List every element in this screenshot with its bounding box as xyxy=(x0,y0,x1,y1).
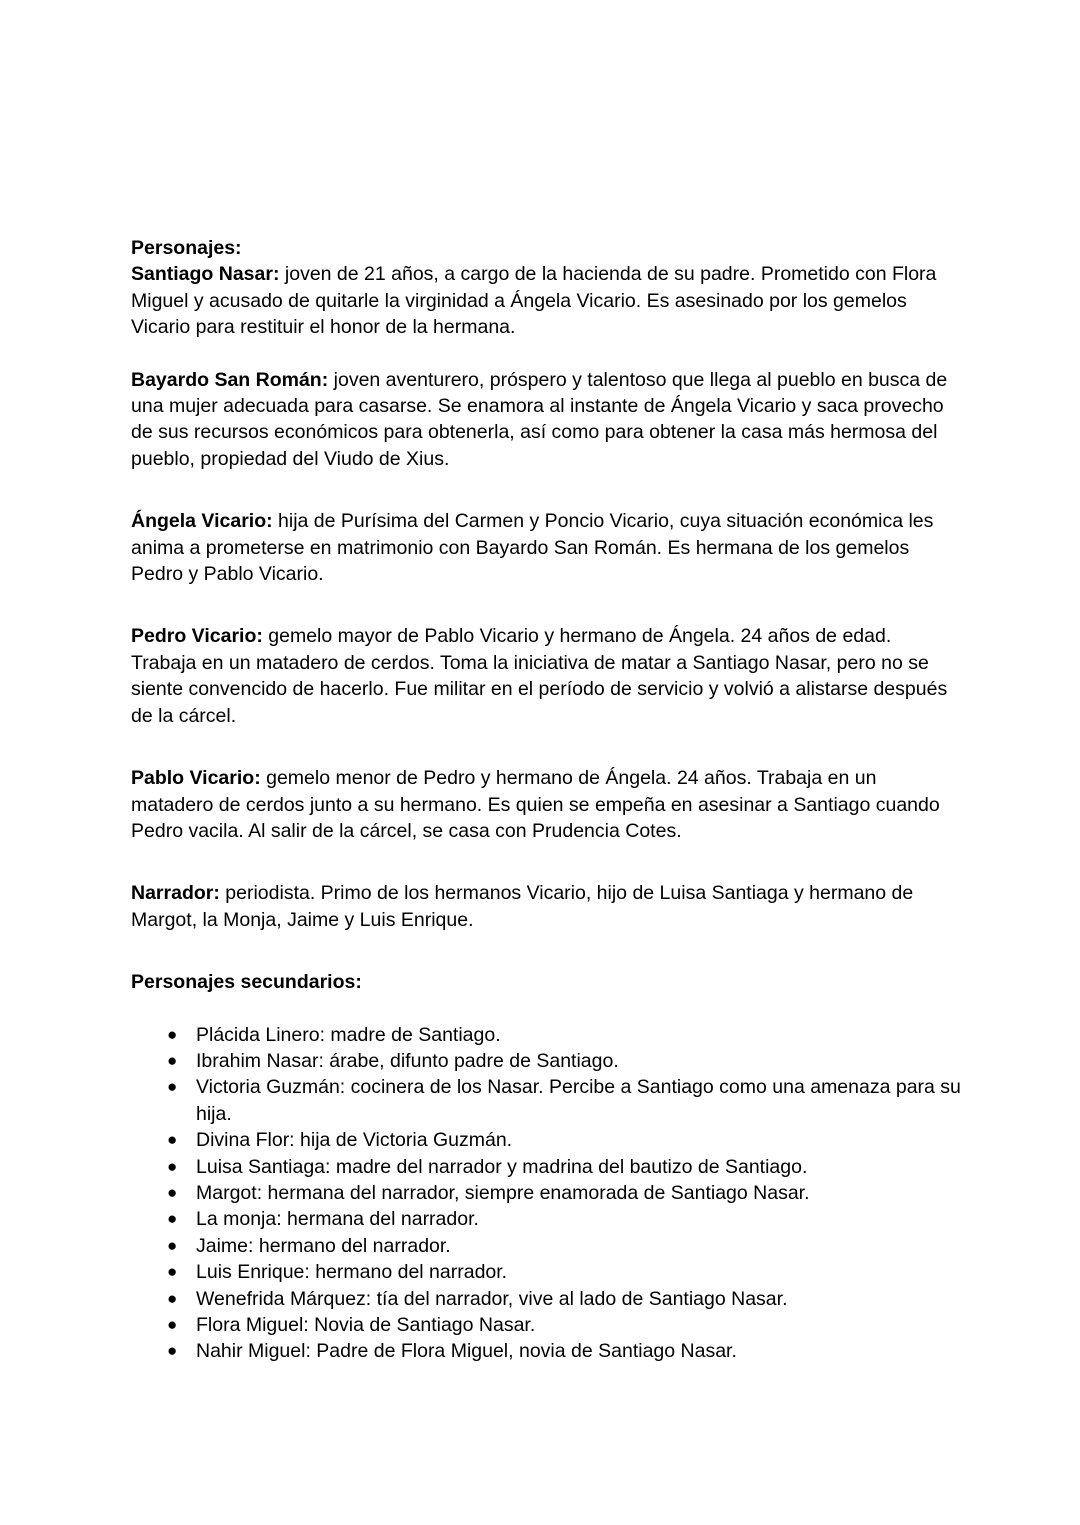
list-item xyxy=(131,1233,961,1259)
list-item xyxy=(131,1154,961,1180)
list-item-text: Ibrahim Nasar: árabe, difunto padre de Santiago. xyxy=(196,1049,619,1072)
list-item xyxy=(131,1048,961,1074)
bullet-icon: ● xyxy=(167,1341,178,1361)
list-item-text: Flora Miguel: Novia de Santiago Nasar. xyxy=(196,1314,536,1336)
list-item xyxy=(131,1286,961,1312)
character-name: Narrador: xyxy=(131,882,220,905)
spacer xyxy=(131,844,961,880)
section-heading-personajes: Personajes: xyxy=(131,237,242,259)
list-item xyxy=(131,1022,961,1048)
list-item xyxy=(131,1180,961,1206)
list-item-text: Nahir Miguel: Padre de Flora Miguel, novia de Santiago Nasar. xyxy=(196,1340,737,1363)
character-name: Santiago Nasar: xyxy=(131,263,280,286)
spacer xyxy=(131,472,961,508)
character-name: Pablo Vicario: xyxy=(131,767,261,790)
list-item-text: Victoria Guzmán: cocinera de los Nasar. Percibe a Santiago como una amenaza para su hija. xyxy=(196,1076,961,1125)
character-entry-narrador xyxy=(131,880,961,933)
list-item xyxy=(131,1259,961,1285)
list-item-text: Jaime: hermano del narrador. xyxy=(196,1234,451,1257)
character-entry-pablo-vicario xyxy=(131,765,961,844)
list-item-text: Luisa Santiaga: madre del narrador y madrina del bautizo de Santiago. xyxy=(196,1155,808,1178)
bullet-icon: ● xyxy=(167,1077,178,1097)
character-description: joven de 21 años, a cargo de la hacienda de su padre. Prometido con Flora Miguel y acusado de quitarle la virginidad a Ángela Vicario. Es asesinado por los gemelos Vicario para restituir el honor de la hermana. xyxy=(131,263,937,339)
list-item xyxy=(131,1338,961,1364)
character-name: Pedro Vicario: xyxy=(131,625,263,648)
spacer xyxy=(131,341,961,367)
character-description: periodista. Primo de los hermanos Vicario, hijo de Luisa Santiaga y hermano de Margot, la Monja, Jaime y Luis Enrique. xyxy=(131,882,914,931)
character-description: gemelo mayor de Pablo Vicario y hermano de Ángela. 24 años de edad. Trabaja en un matadero de cerdos. Toma la iniciativa de matar a Santiago Nasar, pero no se siente convencido de hacerlo. Fue militar en el período de servicio y volvió a alistarse después de la cárcel. xyxy=(131,625,948,727)
spacer xyxy=(131,933,961,969)
spacer xyxy=(131,729,961,765)
bullet-icon: ● xyxy=(167,1235,178,1255)
character-name: Bayardo San Román: xyxy=(131,368,329,391)
spacer xyxy=(131,996,961,1022)
list-item xyxy=(131,1074,961,1127)
bullet-icon: ● xyxy=(167,1130,178,1150)
character-entry-bayardo-san-roman xyxy=(131,367,961,473)
list-item-text: Luis Enrique: hermano del narrador. xyxy=(196,1261,508,1284)
section-heading-secundarios: Personajes secundarios: xyxy=(131,971,362,994)
bullet-icon: ● xyxy=(167,1156,178,1176)
bullet-icon: ● xyxy=(167,1262,178,1282)
bullet-icon: ● xyxy=(167,1182,178,1202)
character-entry-angela-vicario xyxy=(131,508,961,587)
list-item-text: Divina Flor: hija de Victoria Guzmán. xyxy=(196,1129,513,1152)
list-item-text: La monja: hermana del narrador. xyxy=(196,1208,479,1231)
bullet-icon: ● xyxy=(167,1024,178,1044)
character-description: joven aventurero, próspero y talentoso que llega al pueblo en busca de una mujer adecuada para casarse. Se enamora al instante de Ángela Vicario y saca provecho de sus recursos económicos para obtenerla, así como para obtener la casa más hermosa del pueblo, propiedad del Viudo de Xius. xyxy=(131,368,948,470)
character-description: hija de Purísima del Carmen y Poncio Vicario, cuya situación económica les anima a prometerse en matrimonio con Bayardo San Román. Es hermana de los gemelos Pedro y Pablo Vicario. xyxy=(131,510,934,586)
spacer xyxy=(131,587,961,623)
list-item-text: Plácida Linero: madre de Santiago. xyxy=(196,1023,501,1046)
secondary-characters-list xyxy=(131,1022,961,1365)
bullet-icon: ● xyxy=(167,1050,178,1070)
character-entry-santiago-nasar xyxy=(131,261,961,340)
bullet-icon: ● xyxy=(167,1288,178,1308)
list-item xyxy=(131,1206,961,1232)
document-page xyxy=(131,235,961,1365)
list-item xyxy=(131,1312,961,1338)
character-name: Ángela Vicario: xyxy=(131,510,273,533)
bullet-icon: ● xyxy=(167,1209,178,1229)
character-entry-pedro-vicario xyxy=(131,623,961,729)
list-item-text: Margot: hermana del narrador, siempre enamorada de Santiago Nasar. xyxy=(196,1181,810,1204)
character-description: gemelo menor de Pedro y hermano de Ángela. 24 años. Trabaja en un matadero de cerdos junto a su hermano. Es quien se empeña en asesinar a Santiago cuando Pedro vacila. Al salir de la cárcel, se casa con Prudencia Cotes. xyxy=(131,767,940,842)
list-item-text: Wenefrida Márquez: tía del narrador, vive al lado de Santiago Nasar. xyxy=(196,1287,788,1310)
list-item xyxy=(131,1127,961,1153)
bullet-icon: ● xyxy=(167,1315,178,1334)
